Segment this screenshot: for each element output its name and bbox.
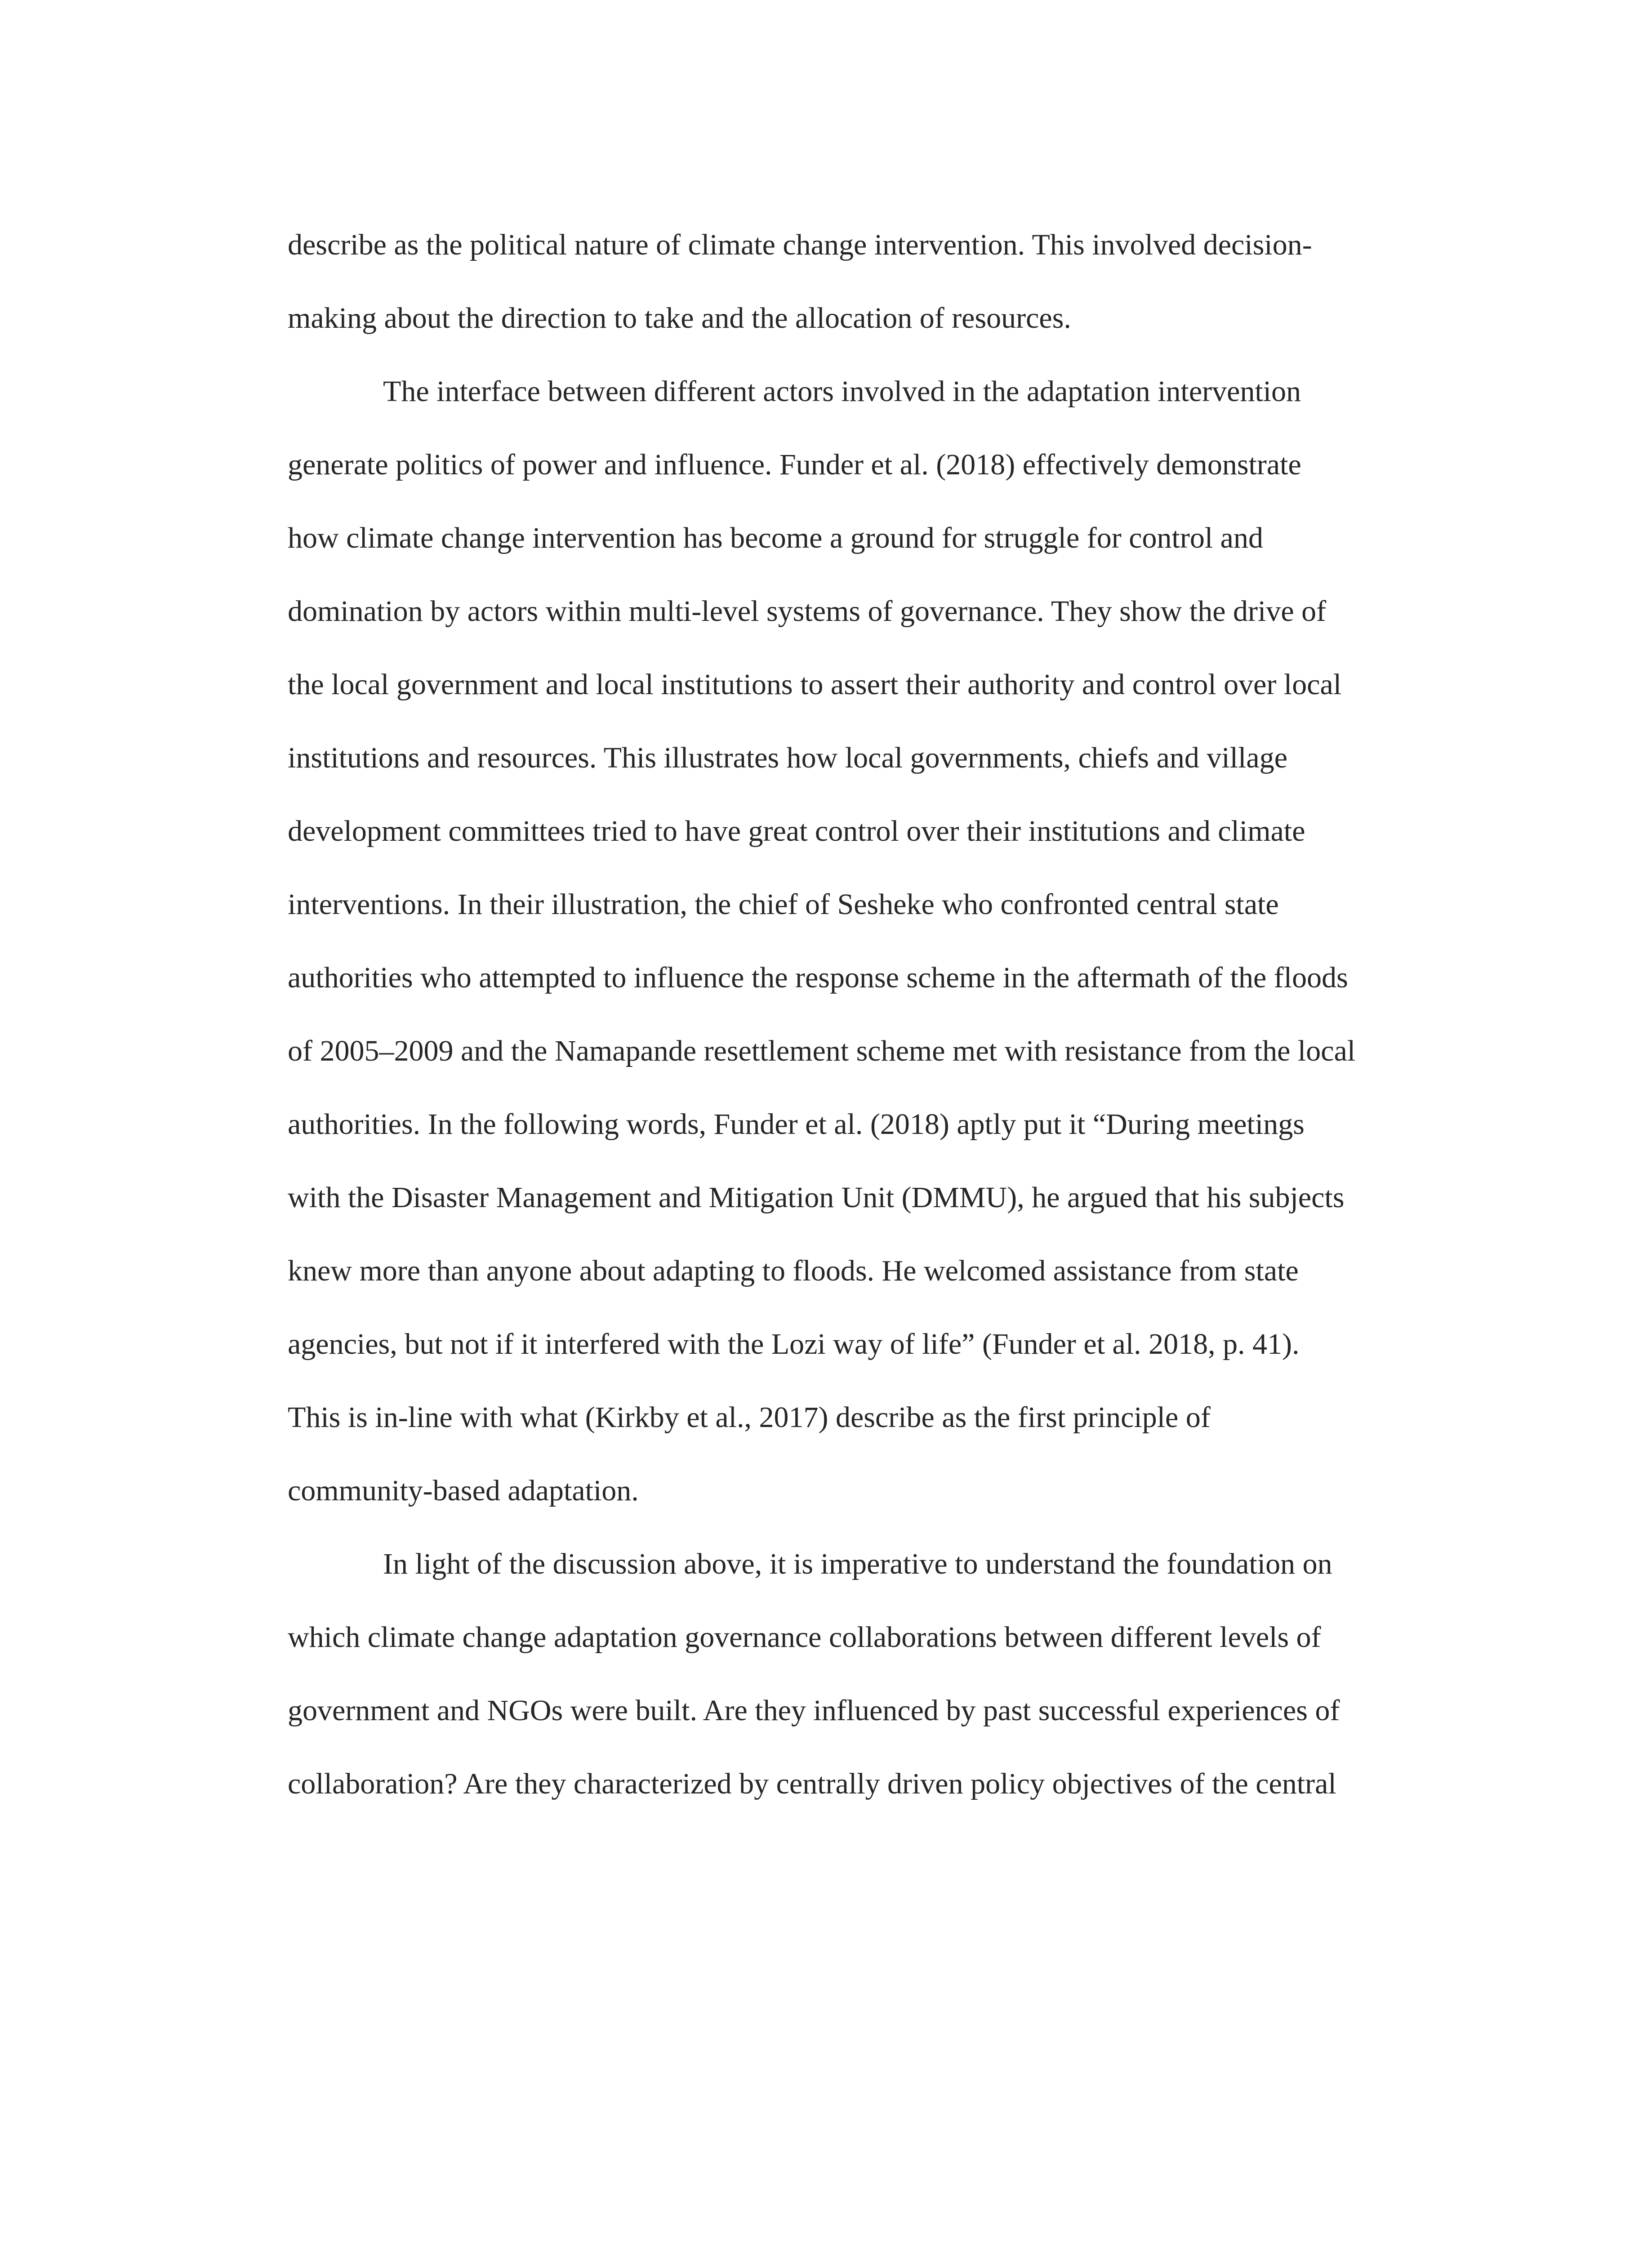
text-line: government and NGOs were built. Are they influenced by past successful experiences of	[288, 1694, 1340, 1727]
text-line: with the Disaster Management and Mitigation Unit (DMMU), he argued that his subjects	[288, 1181, 1345, 1214]
text-line: authorities who attempted to influence the response scheme in the aftermath of the floods	[288, 961, 1348, 994]
text-line: how climate change intervention has become a ground for struggle for control and	[288, 522, 1263, 554]
text-line: the local government and local institutions to assert their authority and control over local	[288, 668, 1342, 701]
text-line: This is in-line with what (Kirkby et al., 2017) describe as the first principle of	[288, 1401, 1211, 1434]
text-line: development committees tried to have great control over their institutions and climate	[288, 815, 1305, 847]
text-line: making about the direction to take and the allocation of resources.	[288, 302, 1071, 335]
text-line: agencies, but not if it interfered with the Lozi way of life” (Funder et al. 2018, p. 41).	[288, 1328, 1300, 1360]
text-line: authorities. In the following words, Funder et al. (2018) aptly put it “During meetings	[288, 1108, 1305, 1141]
text-line: collaboration? Are they characterized by centrally driven policy objectives of the central	[288, 1767, 1336, 1800]
text-line: institutions and resources. This illustrates how local governments, chiefs and village	[288, 741, 1287, 774]
paragraph-start-line: The interface between different actors involved in the adaptation intervention	[383, 375, 1301, 408]
body-text	[288, 220, 1429, 1833]
text-line: domination by actors within multi-level systems of governance. They show the drive of	[288, 595, 1327, 628]
text-line: interventions. In their illustration, the chief of Sesheke who confronted central state	[288, 888, 1279, 921]
text-line: describe as the political nature of climate change intervention. This involved decision-	[288, 228, 1312, 261]
text-line: knew more than anyone about adapting to floods. He welcomed assistance from state	[288, 1254, 1299, 1287]
text-line: which climate change adaptation governance collaborations between different levels of	[288, 1621, 1321, 1654]
paragraph-start-line: In light of the discussion above, it is imperative to understand the foundation on	[383, 1548, 1332, 1580]
text-line: generate politics of power and influence. Funder et al. (2018) effectively demonstrate	[288, 448, 1301, 481]
text-line: of 2005–2009 and the Namapande resettlement scheme met with resistance from the local	[288, 1035, 1356, 1067]
text-line: community-based adaptation.	[288, 1474, 639, 1507]
